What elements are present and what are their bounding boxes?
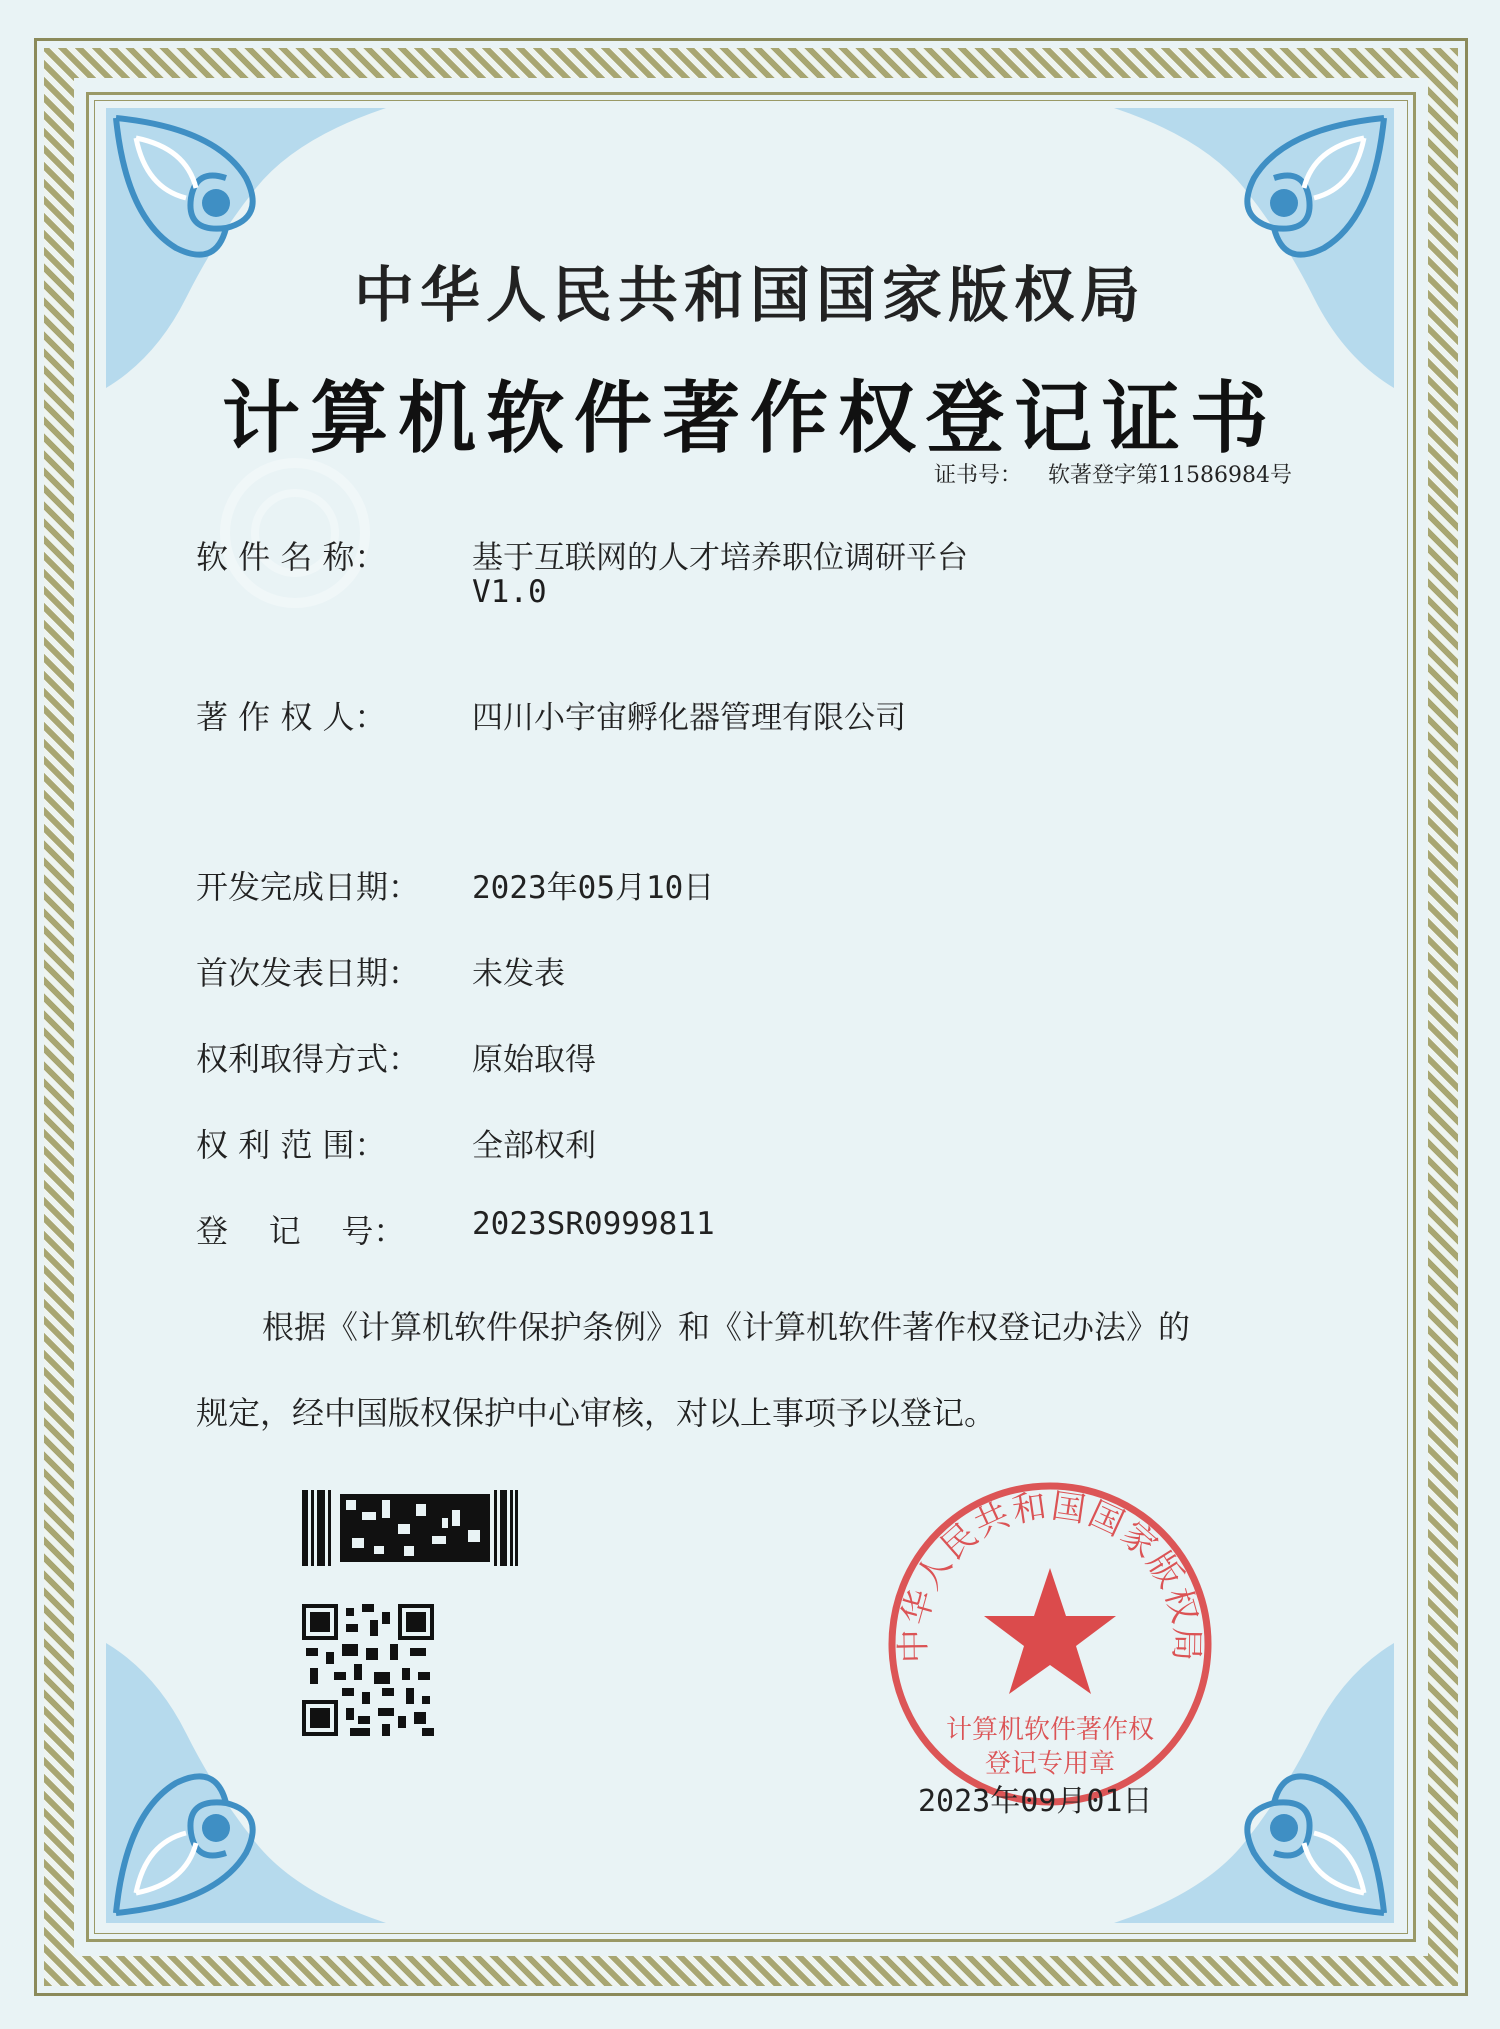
field-registration-number	[196, 1206, 715, 1252]
issuer-title: 中华人民共和国国家版权局	[354, 261, 1146, 331]
statement-paragraph	[196, 1284, 1346, 1456]
field-first-publication-date	[196, 948, 565, 994]
field-value: 未发表	[472, 956, 565, 992]
field-label: 权利取得方式：	[196, 1040, 421, 1078]
field-development-date	[196, 862, 714, 908]
field-value: 全部权利	[472, 1128, 596, 1164]
field-value: 2023年05月10日	[472, 870, 715, 906]
field-value: 2023SR0999811	[472, 1206, 715, 1242]
qr-code	[302, 1604, 434, 1736]
seal-text	[882, 1476, 1218, 1812]
svg-text:中华人民共和国国家版权局	[894, 1486, 1207, 1663]
field-acquisition-method	[196, 1034, 596, 1080]
certificate-title: 计算机软件著作权登记证书	[221, 373, 1278, 464]
certificate-number-value: 软著登字第11586984号	[1048, 463, 1292, 488]
field-software-name	[196, 532, 968, 578]
statement-line-1: 根据《计算机软件保护条例》和《计算机软件著作权登记办法》的	[262, 1308, 1191, 1346]
seal-inner-line-2: 登记专用章	[984, 1749, 1116, 1779]
certificate-number-label: 证书号：	[934, 463, 1023, 488]
field-label: 登 记 号：	[196, 1212, 406, 1250]
field-value: 基于互联网的人才培养职位调研平台	[472, 540, 968, 576]
seal-outer-text: 中华人民共和国国家版权局	[893, 1486, 1207, 1664]
official-seal	[882, 1476, 1218, 1812]
field-rights-scope	[196, 1120, 596, 1166]
field-value: 原始取得	[472, 1042, 596, 1078]
certificate-number	[934, 458, 1292, 489]
issue-date: 2023年09月01日	[918, 1784, 1153, 1819]
field-label: 开发完成日期：	[196, 868, 421, 906]
field-value: 四川小宇宙孵化器管理有限公司	[472, 700, 906, 736]
field-label: 软 件 名 称：	[196, 538, 387, 576]
field-copyright-owner	[196, 692, 906, 738]
statement-line-2: 规定，经中国版权保护中心审核，对以上事项予以登记。	[196, 1394, 997, 1432]
field-value-version: V1.0	[472, 574, 547, 610]
field-label: 权 利 范 围：	[196, 1126, 387, 1164]
barcode-image	[302, 1490, 518, 1566]
field-label: 首次发表日期：	[196, 954, 421, 992]
field-label: 著 作 权 人：	[196, 698, 387, 736]
seal-inner-line-1: 计算机软件著作权	[945, 1715, 1155, 1745]
